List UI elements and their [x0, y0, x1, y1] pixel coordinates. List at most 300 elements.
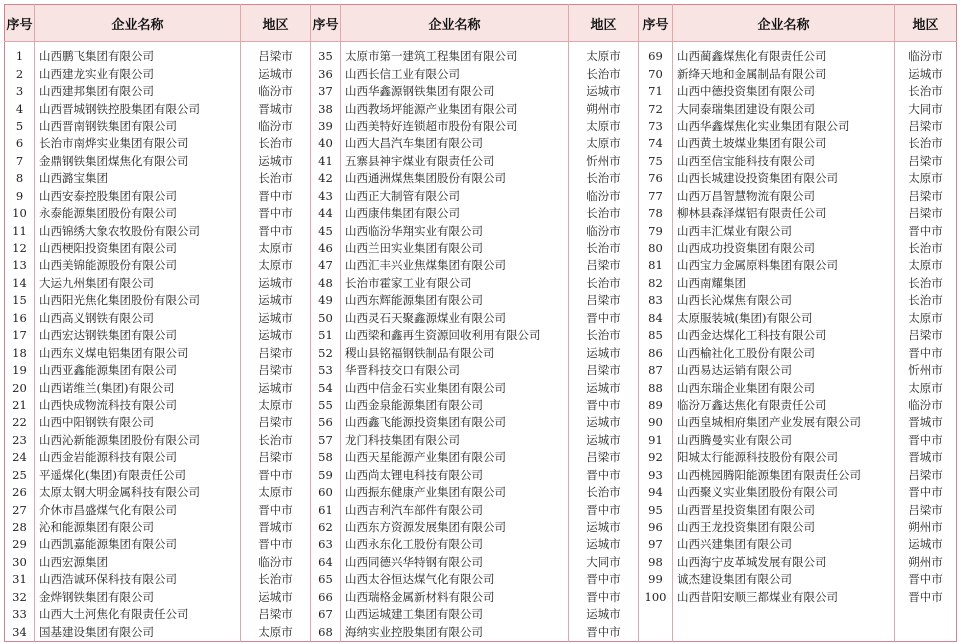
- enterprise-region: 吕梁市: [241, 449, 311, 466]
- enterprise-region: 临汾市: [241, 554, 311, 571]
- enterprise-name: 山西东义煤电铝集团有限公司: [35, 344, 241, 361]
- enterprise-region: 太原市: [569, 118, 639, 135]
- enterprise-name: 山西长信工业有限公司: [341, 65, 569, 82]
- enterprise-no: 54: [311, 379, 341, 396]
- enterprise-no: 80: [639, 240, 673, 257]
- enterprise-no: 7: [5, 153, 35, 170]
- enterprise-region: 临汾市: [241, 118, 311, 135]
- enterprise-no: 28: [5, 519, 35, 536]
- header-no: 序号: [311, 5, 341, 42]
- enterprise-name: 山西成功投资集团有限公司: [673, 240, 895, 257]
- enterprise-region: 吕梁市: [241, 42, 311, 66]
- enterprise-name: 山西快成物流科技有限公司: [35, 397, 241, 414]
- enterprise-no: 46: [311, 240, 341, 257]
- enterprise-no: 82: [639, 275, 673, 292]
- table-row: [5, 257, 957, 274]
- enterprise-name: 山西建邦集团有限公司: [35, 83, 241, 100]
- enterprise-no: 83: [639, 292, 673, 309]
- enterprise-region: 晋中市: [569, 467, 639, 484]
- enterprise-no: 43: [311, 188, 341, 205]
- table-row: [5, 467, 957, 484]
- enterprise-name: 山西教场坪能源产业集团有限公司: [341, 100, 569, 117]
- enterprise-no: 97: [639, 536, 673, 553]
- enterprise-name: 山西晋星投资集团有限公司: [673, 501, 895, 518]
- table-row: [5, 519, 957, 536]
- enterprise-name: 山西梗阳投资集团有限公司: [35, 240, 241, 257]
- enterprise-name: 太原太钢大明金属科技有限公司: [35, 484, 241, 501]
- enterprise-name: 山西亚鑫能源集团有限公司: [35, 362, 241, 379]
- enterprise-region: 运城市: [241, 379, 311, 396]
- enterprise-no: 16: [5, 310, 35, 327]
- header-region: 地区: [241, 5, 311, 42]
- enterprise-no: 74: [639, 135, 673, 152]
- table-row: [5, 606, 957, 623]
- enterprise-name: 山西通洲煤焦集团股份有限公司: [341, 170, 569, 187]
- enterprise-no: 62: [311, 519, 341, 536]
- enterprise-name: 五寨县神宇煤业有限责任公司: [341, 153, 569, 170]
- enterprise-no: 92: [639, 449, 673, 466]
- enterprise-no: 68: [311, 623, 341, 641]
- enterprise-no: 2: [5, 65, 35, 82]
- enterprise-name: 山西灵石天聚鑫源煤业有限公司: [341, 310, 569, 327]
- enterprise-name: 山西潞宝集团: [35, 170, 241, 187]
- enterprise-region: 运城市: [241, 65, 311, 82]
- enterprise-name: 山西尚太锂电科技有限公司: [341, 467, 569, 484]
- enterprise-name: 山西吉利汽车部件有限公司: [341, 501, 569, 518]
- enterprise-no: 45: [311, 222, 341, 239]
- enterprise-name: 柳林县森泽煤铝有限责任公司: [673, 205, 895, 222]
- enterprise-region: 太原市: [908, 258, 943, 273]
- enterprise-name: 山西宏达钢铁集团有限公司: [35, 327, 241, 344]
- enterprise-name: 金鼎钢铁集团煤焦化有限公司: [35, 153, 241, 170]
- enterprise-name: 山西高义钢铁有限公司: [35, 310, 241, 327]
- enterprise-name: 山西诺维兰(集团)有限公司: [35, 379, 241, 396]
- enterprise-region: 长治市: [241, 170, 311, 187]
- enterprise-region: 忻州市: [569, 153, 639, 170]
- enterprise-name: 山西东方资源发展集团有限公司: [341, 519, 569, 536]
- table-row: [5, 153, 957, 170]
- enterprise-no: 49: [311, 292, 341, 309]
- enterprise-region: 晋城市: [241, 100, 311, 117]
- enterprise-name: 大同泰瑞集团建设有限公司: [673, 100, 895, 117]
- enterprise-region: 运城市: [569, 606, 639, 623]
- table-row: [5, 344, 957, 361]
- enterprise-region: 吕梁市: [908, 467, 943, 482]
- table-row: [5, 205, 957, 222]
- enterprise-region: 长治市: [569, 327, 639, 344]
- header-row: [5, 5, 957, 42]
- enterprise-region: [895, 606, 957, 623]
- enterprise-region: 长治市: [569, 205, 639, 222]
- enterprise-no: 53: [311, 362, 341, 379]
- enterprise-no: 8: [5, 170, 35, 187]
- enterprise-no: 5: [5, 118, 35, 135]
- enterprise-no: 86: [639, 344, 673, 361]
- enterprise-no: [639, 606, 673, 623]
- enterprise-no: 38: [311, 100, 341, 117]
- table-row: [5, 222, 957, 239]
- enterprise-region: 长治市: [241, 571, 311, 588]
- enterprise-region: 长治市: [569, 240, 639, 257]
- enterprise-no: 31: [5, 571, 35, 588]
- table-row: [5, 571, 957, 588]
- enterprise-no: 33: [5, 606, 35, 623]
- enterprise-no: 58: [311, 449, 341, 466]
- enterprise-name: 山西华鑫源钢铁集团有限公司: [341, 83, 569, 100]
- enterprise-name: 山西浩诚环保科技有限公司: [35, 571, 241, 588]
- enterprise-name: 山西南耀集团: [673, 275, 895, 292]
- enterprise-no: 64: [311, 554, 341, 571]
- enterprise-no: 79: [639, 222, 673, 239]
- enterprise-no: 18: [5, 344, 35, 361]
- header-no: 序号: [639, 5, 673, 42]
- enterprise-no: 75: [639, 153, 673, 170]
- enterprise-no: 87: [639, 362, 673, 379]
- table-row: [5, 589, 957, 606]
- enterprise-region: 朔州市: [908, 554, 943, 569]
- enterprise-region: 吕梁市: [569, 449, 639, 466]
- enterprise-list-panel: [4, 4, 956, 642]
- enterprise-name: 山西正大制管有限公司: [341, 188, 569, 205]
- enterprise-region: 长治市: [908, 241, 943, 256]
- enterprise-no: 32: [5, 589, 35, 606]
- enterprise-no: 96: [639, 519, 673, 536]
- enterprise-no: 90: [639, 414, 673, 431]
- enterprise-region: 吕梁市: [908, 206, 943, 221]
- enterprise-name: 山西易达运销有限公司: [673, 362, 895, 379]
- enterprise-region: 长治市: [569, 484, 639, 501]
- table-row: [5, 623, 957, 641]
- enterprise-region: 吕梁市: [241, 414, 311, 431]
- enterprise-name: 新绛天地和金属制品有限公司: [673, 65, 895, 82]
- enterprise-name: 华晋科技交口有限公司: [341, 362, 569, 379]
- enterprise-region: 太原市: [241, 397, 311, 414]
- enterprise-region: 晋中市: [569, 623, 639, 641]
- enterprise-region: 晋中市: [241, 205, 311, 222]
- enterprise-name: 稷山县铭福钢铁制品有限公司: [341, 344, 569, 361]
- header-no: 序号: [5, 5, 35, 42]
- enterprise-name: 永泰能源集团股份有限公司: [35, 205, 241, 222]
- enterprise-no: 6: [5, 135, 35, 152]
- enterprise-no: 73: [639, 118, 673, 135]
- enterprise-region: 长治市: [569, 275, 639, 292]
- enterprise-name: 山西兰田实业集团有限公司: [341, 240, 569, 257]
- enterprise-region: 运城市: [241, 153, 311, 170]
- enterprise-no: 95: [639, 501, 673, 518]
- enterprise-name: 阳城太行能源科技股份有限公司: [673, 449, 895, 466]
- table-row: [5, 554, 957, 571]
- enterprise-no: 85: [639, 327, 673, 344]
- enterprise-name: 山西锦绣大象农牧股份有限公司: [35, 222, 241, 239]
- enterprise-region: 吕梁市: [241, 344, 311, 361]
- enterprise-no: 35: [311, 42, 341, 66]
- enterprise-region: 临汾市: [569, 222, 639, 239]
- enterprise-name: 山西华鑫煤焦化实业集团有限公司: [673, 118, 895, 135]
- enterprise-region: 运城市: [241, 292, 311, 309]
- enterprise-no: 47: [311, 257, 341, 274]
- table-row: [5, 310, 957, 327]
- enterprise-no: 66: [311, 589, 341, 606]
- enterprise-no: 89: [639, 397, 673, 414]
- enterprise-no: 26: [5, 484, 35, 501]
- enterprise-no: 24: [5, 449, 35, 466]
- enterprise-no: 84: [639, 310, 673, 327]
- enterprise-no: 39: [311, 118, 341, 135]
- enterprise-no: 71: [639, 83, 673, 100]
- enterprise-name: 海纳实业控股集团有限公司: [341, 623, 569, 641]
- table-row: [5, 449, 957, 466]
- enterprise-no: 57: [311, 432, 341, 449]
- enterprise-name: 山西金达煤化工科技有限公司: [673, 327, 895, 344]
- enterprise-region: 太原市: [241, 257, 311, 274]
- enterprise-region: 晋中市: [569, 571, 639, 588]
- enterprise-region: 太原市: [241, 623, 311, 641]
- enterprise-no: 76: [639, 170, 673, 187]
- enterprise-region: 长治市: [569, 65, 639, 82]
- enterprise-region: 朔州市: [569, 100, 639, 117]
- enterprise-region: 长治市: [908, 136, 943, 151]
- enterprise-region: 临汾市: [908, 49, 943, 64]
- enterprise-name: 山西运城建工集团有限公司: [341, 606, 569, 623]
- enterprise-no: 72: [639, 100, 673, 117]
- enterprise-region: 运城市: [569, 379, 639, 396]
- enterprise-name: 山西宏源集团: [35, 554, 241, 571]
- enterprise-region: [895, 623, 957, 641]
- enterprise-name: 山西晋城钢铁控股集团有限公司: [35, 100, 241, 117]
- enterprise-region: 长治市: [908, 275, 943, 290]
- enterprise-region: 晋城市: [908, 450, 943, 465]
- enterprise-no: 78: [639, 205, 673, 222]
- enterprise-no: 88: [639, 379, 673, 396]
- enterprise-region: 吕梁市: [569, 292, 639, 309]
- enterprise-name: 山西黄土坡煤业集团有限公司: [673, 135, 895, 152]
- enterprise-no: 27: [5, 501, 35, 518]
- enterprise-region: 运城市: [569, 432, 639, 449]
- table-row: [5, 42, 957, 66]
- enterprise-region: 晋中市: [569, 589, 639, 606]
- enterprise-region: 晋中市: [569, 310, 639, 327]
- enterprise-region: 晋城市: [908, 415, 943, 430]
- enterprise-region: 运城市: [908, 537, 943, 552]
- enterprise-region: 晋中市: [241, 222, 311, 239]
- enterprise-region: 长治市: [241, 135, 311, 152]
- enterprise-region: 临汾市: [908, 397, 943, 412]
- table-row: [5, 501, 957, 518]
- enterprise-region: 运城市: [241, 327, 311, 344]
- enterprise-name: 山西东瑞企业集团有限公司: [673, 379, 895, 396]
- enterprise-no: 1: [5, 42, 35, 66]
- enterprise-no: 100: [639, 589, 673, 606]
- table-row: [5, 292, 957, 309]
- enterprise-region: 太原市: [908, 380, 943, 395]
- table-row: [5, 432, 957, 449]
- enterprise-region: 吕梁市: [908, 328, 943, 343]
- enterprise-name: 山西安泰控股集团有限公司: [35, 188, 241, 205]
- enterprise-no: 77: [639, 188, 673, 205]
- enterprise-region: 长治市: [908, 293, 943, 308]
- enterprise-name: 山西美锦能源股份有限公司: [35, 257, 241, 274]
- enterprise-region: 晋中市: [908, 485, 943, 500]
- table-row: [5, 118, 957, 135]
- enterprise-region: 吕梁市: [241, 362, 311, 379]
- enterprise-name: 山西皇城相府集团产业发展有限公司: [673, 414, 895, 431]
- enterprise-no: 23: [5, 432, 35, 449]
- enterprise-name: 金烨钢铁集团有限公司: [35, 589, 241, 606]
- enterprise-no: 42: [311, 170, 341, 187]
- enterprise-no: 22: [5, 414, 35, 431]
- enterprise-region: 运城市: [569, 536, 639, 553]
- enterprise-no: 20: [5, 379, 35, 396]
- enterprise-region: 临汾市: [241, 83, 311, 100]
- enterprise-no: 12: [5, 240, 35, 257]
- table-row: [5, 327, 957, 344]
- enterprise-region: 大同市: [569, 554, 639, 571]
- enterprise-no: 3: [5, 83, 35, 100]
- enterprise-region: 吕梁市: [241, 606, 311, 623]
- enterprise-region: 吕梁市: [908, 118, 943, 133]
- enterprise-name: 山西金泉能源集团有限公司: [341, 397, 569, 414]
- enterprise-region: 运城市: [908, 66, 943, 81]
- enterprise-name: 山西天星能源产业集团有限公司: [341, 449, 569, 466]
- enterprise-region: 晋中市: [908, 345, 943, 360]
- enterprise-no: 15: [5, 292, 35, 309]
- enterprise-region: 晋中市: [241, 188, 311, 205]
- enterprise-name: 山西榆社化工股份有限公司: [673, 344, 895, 361]
- enterprise-region: 吕梁市: [569, 362, 639, 379]
- header-region: 地区: [895, 5, 957, 42]
- enterprise-name: 山西至信宝能科技有限公司: [673, 153, 895, 170]
- enterprise-region: 晋中市: [908, 572, 943, 587]
- enterprise-no: 11: [5, 222, 35, 239]
- enterprise-name: 山西中阳钢铁有限公司: [35, 414, 241, 431]
- enterprise-no: 67: [311, 606, 341, 623]
- enterprise-no: 65: [311, 571, 341, 588]
- enterprise-no: 69: [639, 42, 673, 66]
- enterprise-region: 运城市: [241, 310, 311, 327]
- enterprise-region: 晋中市: [241, 467, 311, 484]
- enterprise-name: 山西康伟集团有限公司: [341, 205, 569, 222]
- enterprise-name: 山西中德投资集团有限公司: [673, 83, 895, 100]
- enterprise-name: [673, 623, 895, 641]
- enterprise-region: 临汾市: [569, 188, 639, 205]
- table-row: [5, 83, 957, 100]
- enterprise-name: 山西大昌汽车集团有限公司: [341, 135, 569, 152]
- table-row: [5, 170, 957, 187]
- enterprise-name: 山西振东健康产业集团有限公司: [341, 484, 569, 501]
- enterprise-name: 山西汇丰兴业焦煤集团有限公司: [341, 257, 569, 274]
- enterprise-name: 介休市昌盛煤气化有限公司: [35, 501, 241, 518]
- enterprise-region: 晋中市: [569, 501, 639, 518]
- enterprise-no: 17: [5, 327, 35, 344]
- enterprise-no: 51: [311, 327, 341, 344]
- enterprise-region: 吕梁市: [908, 153, 943, 168]
- enterprise-no: 13: [5, 257, 35, 274]
- enterprise-name: 平遥煤化(集团)有限责任公司: [35, 467, 241, 484]
- enterprise-region: 太原市: [908, 310, 943, 325]
- enterprise-region: 运城市: [569, 414, 639, 431]
- enterprise-no: 21: [5, 397, 35, 414]
- enterprise-region: 长治市: [569, 170, 639, 187]
- enterprise-name: 山西梁和鑫再生资源回收利用有限公司: [341, 327, 569, 344]
- enterprise-name: 山西晋南钢铁集团有限公司: [35, 118, 241, 135]
- enterprise-no: 44: [311, 205, 341, 222]
- table-row: [5, 536, 957, 553]
- enterprise-region: 运城市: [569, 344, 639, 361]
- enterprise-region: 晋中市: [908, 432, 943, 447]
- enterprise-name: 山西宝力金属原料集团有限公司: [673, 257, 895, 274]
- table-row: [5, 414, 957, 431]
- enterprise-no: 29: [5, 536, 35, 553]
- enterprise-name: 山西鹏飞集团有限公司: [35, 42, 241, 66]
- table-row: [5, 100, 957, 117]
- enterprise-name: 长治市霍家工业有限公司: [341, 275, 569, 292]
- table-row: [5, 397, 957, 414]
- enterprise-no: 70: [639, 65, 673, 82]
- enterprise-region: 晋中市: [241, 501, 311, 518]
- enterprise-name: 山西永东化工股份有限公司: [341, 536, 569, 553]
- enterprise-no: 55: [311, 397, 341, 414]
- enterprise-no: 81: [639, 257, 673, 274]
- enterprise-name: 山西鑫飞能源投资集团有限公司: [341, 414, 569, 431]
- enterprise-name: 山西同德兴华特钢有限公司: [341, 554, 569, 571]
- enterprise-no: 94: [639, 484, 673, 501]
- table-row: [5, 484, 957, 501]
- enterprise-no: 60: [311, 484, 341, 501]
- enterprise-region: 太原市: [241, 484, 311, 501]
- enterprise-name: 山西桃园腾阳能源集团有限责任公司: [673, 467, 895, 484]
- header-name: 企业名称: [341, 5, 569, 42]
- table-row: [5, 362, 957, 379]
- enterprise-no: 52: [311, 344, 341, 361]
- enterprise-region: 吕梁市: [569, 257, 639, 274]
- enterprise-name: 山西东辉能源集团有限公司: [341, 292, 569, 309]
- enterprise-no: 10: [5, 205, 35, 222]
- enterprise-region: 吕梁市: [908, 502, 943, 517]
- table-row: [5, 240, 957, 257]
- header-name: 企业名称: [35, 5, 241, 42]
- enterprise-region: 太原市: [241, 240, 311, 257]
- enterprise-name: 大运九州集团有限公司: [35, 275, 241, 292]
- enterprise-no: 50: [311, 310, 341, 327]
- enterprise-region: 太原市: [569, 135, 639, 152]
- enterprise-no: 36: [311, 65, 341, 82]
- table-body: [5, 42, 957, 642]
- enterprise-no: 48: [311, 275, 341, 292]
- enterprise-name: 山西阳光焦化集团股份有限公司: [35, 292, 241, 309]
- enterprise-no: 14: [5, 275, 35, 292]
- enterprise-region: 忻州市: [908, 363, 943, 378]
- enterprise-name: 山西建龙实业有限公司: [35, 65, 241, 82]
- enterprise-name: 山西王龙投资集团有限公司: [673, 519, 895, 536]
- table-row: [5, 379, 957, 396]
- enterprise-name: 山西金岩能源科技有限公司: [35, 449, 241, 466]
- header-name: 企业名称: [673, 5, 895, 42]
- enterprise-no: 91: [639, 432, 673, 449]
- enterprise-no: 59: [311, 467, 341, 484]
- enterprise-region: 晋中市: [908, 589, 943, 604]
- enterprise-region: 太原市: [908, 171, 943, 186]
- enterprise-no: 41: [311, 153, 341, 170]
- enterprise-region: 晋中市: [569, 397, 639, 414]
- enterprise-name: 山西聚义实业集团股份有限公司: [673, 484, 895, 501]
- enterprise-no: 61: [311, 501, 341, 518]
- table-row: [5, 135, 957, 152]
- enterprise-name: 国基建设集团有限公司: [35, 623, 241, 641]
- enterprise-no: 37: [311, 83, 341, 100]
- enterprise-region: 长治市: [908, 84, 943, 99]
- enterprise-region: 朔州市: [908, 520, 943, 535]
- enterprise-region: 运城市: [569, 83, 639, 100]
